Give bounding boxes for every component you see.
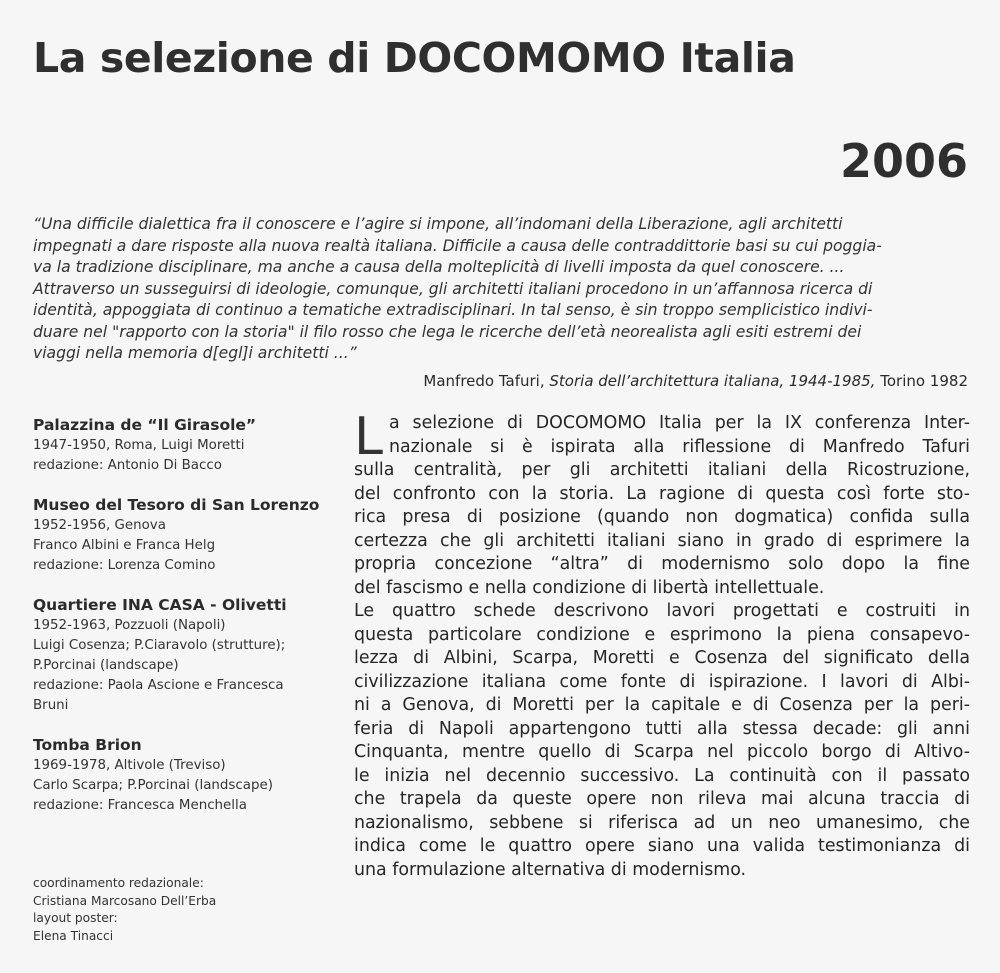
article-line: certezza che gli architetti italiani siano in grado di esprimere la <box>354 530 970 551</box>
work-detail: P.Porcinai (landscape) <box>33 658 179 673</box>
article-line: rica presa di posizione (quando non dogmatica) confida sulla <box>354 507 970 527</box>
year-heading: 2006 <box>839 134 968 188</box>
work-detail: redazione: Francesca Menchella <box>33 798 247 813</box>
article-line: feria di Napoli appartengono tutti alla stessa decade: gli anni <box>354 718 970 739</box>
work-detail: 1969-1978, Altivole (Treviso) <box>33 758 226 773</box>
quote-line: impegnati a dare risposte alla nuova realtà italiana. Difficile a causa delle contraddittorie basi su cui poggia- <box>33 236 882 255</box>
article-line: questa particolare condizione e esprimono la piena consapevo- <box>354 624 970 645</box>
article-line: civilizzazione italiana come fonte di ispirazione. I lavori di Albi- <box>354 671 970 692</box>
article-line: Le quattro schede descrivono lavori progettati e costruiti in <box>354 601 970 621</box>
article-line: indica come le quattro opere siano una valida testimonianza di <box>354 836 970 856</box>
quote-author: Manfredo Tafuri, <box>423 372 545 390</box>
work-title: Tomba Brion <box>33 736 142 754</box>
quote-line: viaggi nella memoria d[egl]i architetti ...” <box>33 344 357 362</box>
work-detail: redazione: Lorenza Comino <box>33 558 216 573</box>
credits-line: Cristiana Marcosano Dell’Erba <box>33 893 217 908</box>
quote-line: va la tradizione disciplinare, ma anche a causa della molteplicità di livelli imposta da quel conoscere. ... <box>33 258 845 276</box>
article-line: del confronto con la storia. La ragione di questa così forte sto- <box>354 483 970 504</box>
work-entry <box>33 596 333 716</box>
page-title: La selezione di DOCOMOMO Italia <box>33 34 796 82</box>
quote-line: identità, appoggiata di continuo a tematiche extradisciplinari. In tal senso, è sin troppo semplicistico indivi- <box>33 301 873 319</box>
work-detail: redazione: Paola Ascione e Francesca <box>33 678 284 693</box>
credits-line: coordinamento redazionale: <box>33 876 204 890</box>
work-detail: 1947-1950, Roma, Luigi Moretti <box>33 438 245 453</box>
article-line: nazionalismo, sebbene si riferisca ad un neo umanesimo, che <box>354 812 970 833</box>
work-detail: Franco Albini e Franca Helg <box>33 538 216 553</box>
article-line: propria concezione “altra” di modernismo solo dopo la fine <box>354 554 970 574</box>
quote-line: “Una difficile dialettica fra il conoscere e l’agire si impone, all’indomani della Liberazione, agli architetti <box>33 215 843 233</box>
work-entry <box>33 416 333 476</box>
article-line: le inizia nel decennio successivo. La continuità con il passato <box>354 765 970 786</box>
credits-line: Elena Tinacci <box>33 928 114 943</box>
article-line: nazionale si è ispirata alla riflessione di Manfredo Tafuri <box>388 436 970 457</box>
article-line: una formulazione alternativa di modernismo. <box>354 859 747 880</box>
work-entry <box>33 496 333 576</box>
quote-line: Attraverso un susseguirsi di ideologie, comunque, gli architetti italiani procedono in un’affannosa ricerca di <box>33 279 873 298</box>
quote-place-year: Torino 1982 <box>880 372 968 390</box>
work-detail: Carlo Scarpa; P.Porcinai (landscape) <box>33 778 273 793</box>
work-title: Quartiere INA CASA - Olivetti <box>33 596 287 614</box>
credits-block <box>33 875 216 945</box>
works-sidebar <box>33 416 333 836</box>
main-article <box>354 407 970 882</box>
work-entry <box>33 736 333 816</box>
article-line: lezza di Albini, Scarpa, Moretti e Cosenza del significato della <box>354 648 970 668</box>
tafuri-quote <box>33 214 967 365</box>
work-detail: Luigi Cosenza; P.Ciaravolo (strutture); <box>33 638 286 653</box>
quote-book: Storia dell’architettura italiana, 1944-1985, <box>549 372 876 390</box>
work-detail: redazione: Antonio Di Bacco <box>33 458 222 473</box>
work-title: Palazzina de “Il Girasole” <box>33 416 257 434</box>
quote-attribution <box>423 372 968 390</box>
article-line: del fascismo e nella condizione di libertà intellettuale. <box>354 577 825 598</box>
quote-line: duare nel "rapporto con la storia" il filo rosso che lega le ricerche dell’età neorealista agli esiti estremi dei <box>33 322 862 341</box>
article-line: sulla centralità, per gli architetti italiani della Ricostruzione, <box>354 460 970 480</box>
work-title: Museo del Tesoro di San Lorenzo <box>33 496 320 514</box>
drop-cap: L <box>354 407 383 467</box>
work-detail: Bruni <box>33 698 69 713</box>
work-detail: 1952-1956, Genova <box>33 518 166 533</box>
article-line: Cinquanta, mentre quello di Scarpa nel piccolo borgo di Altivo- <box>354 742 970 762</box>
work-detail: 1952-1963, Pozzuoli (Napoli) <box>33 618 226 633</box>
credits-line: layout poster: <box>33 911 118 925</box>
article-line: ni a Genova, di Moretti per la capitale e di Cosenza per la peri- <box>354 695 970 715</box>
article-line: a selezione di DOCOMOMO Italia per la IX conferenza Inter- <box>388 413 970 433</box>
article-line: che trapela da queste opere non rileva mai alcuna traccia di <box>354 789 970 809</box>
